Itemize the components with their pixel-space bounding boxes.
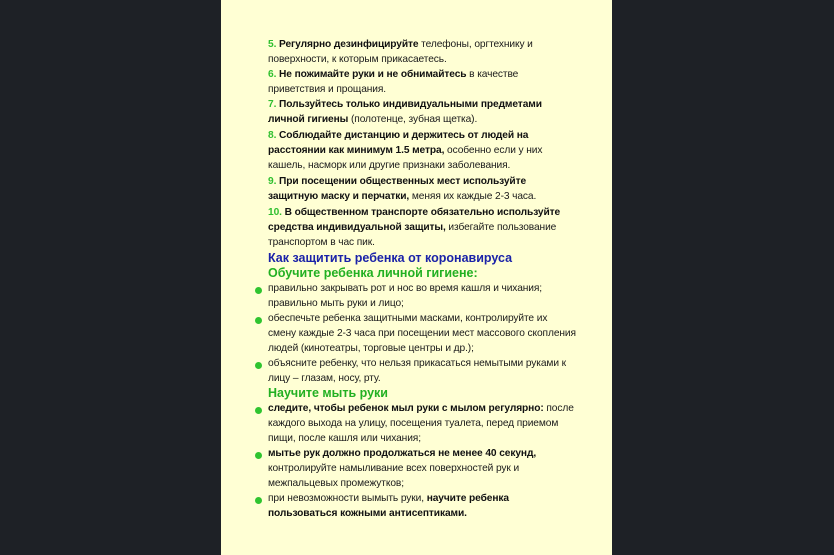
document-content <box>221 0 612 555</box>
bullet-text: правильно закрывать рот и нос во время кашля и чихания; правильно мыть руки и лицо; <box>268 283 543 309</box>
list-item <box>268 174 568 204</box>
item-number: 10. <box>268 207 282 218</box>
item-text: (полотенце, зубная щетка). <box>348 114 478 125</box>
list-item <box>268 128 568 173</box>
item-bold-text: Пользуйтесь только индивидуальными предметами личной гигиены <box>268 99 542 125</box>
item-bold-text: Регулярно дезинфицируйте <box>279 39 419 50</box>
bullet-text: объясните ребенку, что нельзя прикасаться немытыми руками к лицу – глазам, носу, рту. <box>268 358 566 384</box>
bullet-text: обеспечьте ребенка защитными масками, контролируйте их смену каждые 2-3 часа при посещении мест массового скопления людей (кинотеатры, торговые центры и др.); <box>268 313 576 354</box>
bullet-text: мытье рук должно продолжаться не менее 40 секунд, контролируйте намыливание всех поверхностей рук и межпальцевых промежутков; <box>268 448 537 489</box>
item-text: избегайте пользование транспортом в час пик. <box>268 222 557 248</box>
item-text: в качестве приветствия и прощания. <box>268 69 519 95</box>
item-text: телефоны, оргтехнику и поверхности, к которым прикасаетесь. <box>268 39 533 65</box>
item-number: 7. <box>268 99 277 110</box>
item-bold-text: При посещении общественных мест используйте защитную маску и перчатки, <box>268 176 527 202</box>
bullet-text: при невозможности вымыть руки, научите ребенка пользоваться кожными антисептиками. <box>268 493 509 519</box>
item-number: 8. <box>268 130 277 141</box>
item-number: 5. <box>268 39 277 50</box>
section-heading: Как защитить ребенка от коронавируса <box>268 251 513 265</box>
bullet-icon <box>255 407 262 414</box>
list-item <box>268 97 568 127</box>
item-number: 9. <box>268 176 277 187</box>
document-page <box>221 0 612 555</box>
list-item <box>268 67 568 97</box>
subsection-heading: Научите мыть руки <box>268 386 388 400</box>
bullet-icon <box>255 317 262 324</box>
bullet-icon <box>255 362 262 369</box>
list-item <box>268 37 568 67</box>
item-number: 6. <box>268 69 277 80</box>
item-text: особенно если у них кашель, насморк или другие признаки заболевания. <box>268 145 543 171</box>
list-item <box>268 205 568 250</box>
bullet-icon <box>255 452 262 459</box>
item-bold-text: В общественном транспорте обязательно используйте средства индивидуальной защиты, <box>268 207 561 233</box>
bullet-text: следите, чтобы ребенок мыл руки с мылом регулярно: после каждого выхода на улицу, посещения туалета, перед приемом пищи, после кашля или чихания; <box>268 403 574 444</box>
item-bold-text: Не пожимайте руки и не обнимайтесь <box>279 69 467 80</box>
bullet-icon <box>255 497 262 504</box>
bullet-icon <box>255 287 262 294</box>
item-bold-text: Соблюдайте дистанцию и держитесь от людей на расстоянии как минимум 1.5 метра, <box>268 130 529 156</box>
subsection-heading: Обучите ребенка личной гигиене: <box>268 266 478 280</box>
item-text: меняя их каждые 2-3 часа. <box>409 191 537 202</box>
